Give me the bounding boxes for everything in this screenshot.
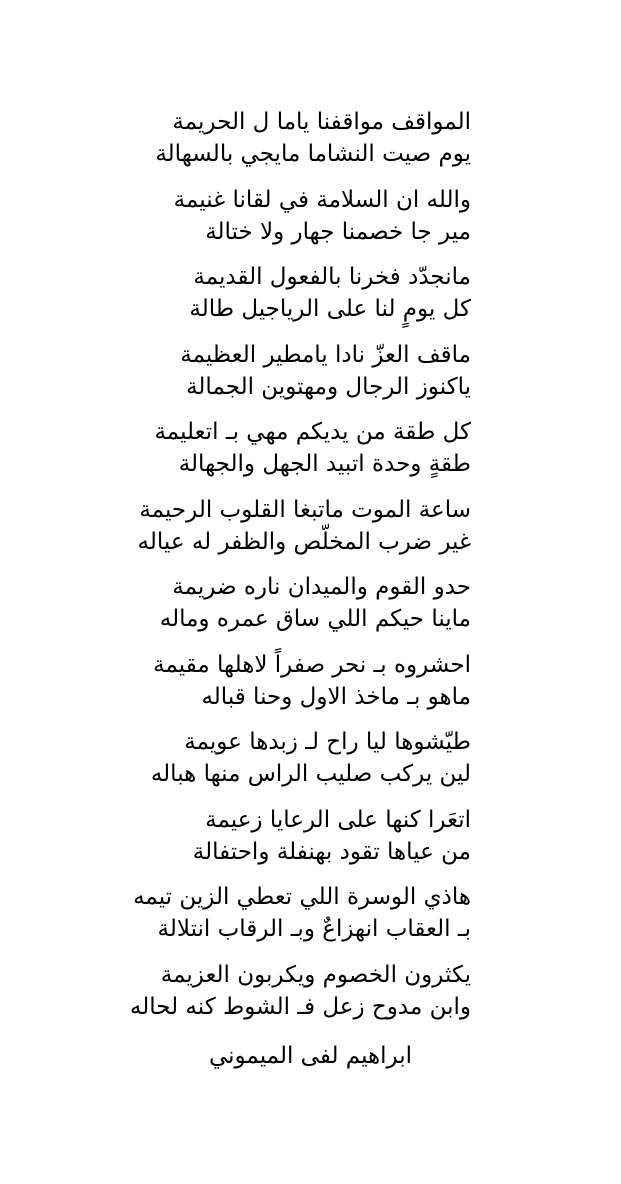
poem-line-second: وابن مدوح زعل فـ الشوط كنه لحاله (129, 993, 471, 1020)
poem-stanza (0, 496, 621, 574)
poem-line-second: لين يركب صليب الراس منها هباله (150, 761, 471, 787)
poem-stanza (0, 108, 621, 186)
poem-stanza (0, 573, 621, 651)
poem-stanza (0, 806, 621, 884)
poem-line-second: ماهو بـ ماخذ الاول وحنا قباله (201, 683, 471, 710)
poem-line-first: احشروه بـ نحر صفراً لاهلها مقيمة (153, 651, 471, 678)
poem-stanza (0, 341, 621, 419)
poet-signature: ابراهيم لفى الميموني (208, 1043, 413, 1069)
poem-line-second: طقةٍ وحدة اتبيد الجهل والجهالة (178, 451, 471, 477)
poem-line-second: ياكنوز الرجال ومهتوين الجمالة (186, 373, 471, 400)
poem-body (0, 108, 621, 1038)
poem-line-first: هاذي الوسرة اللي تعطي الزين تيمه (133, 884, 471, 910)
poem-line-second: غير ضرب المخلّص والظفر له عياله (137, 528, 471, 555)
poem-stanza (0, 651, 621, 729)
poem-line-first: طيّشوها ليا راح لـ زبدها عويمة (184, 729, 471, 755)
poem-line-second: من عياها تقود بهنفلة واحتفالة (192, 838, 471, 865)
poem-line-second: مير جا خصمنا جهار ولا ختالة (205, 218, 471, 245)
poem-line-first: حدو القوم والميدان ناره ضريمة (172, 574, 471, 600)
poem-line-first: ساعة الموت ماتبغا القلوب الرحيمة (139, 496, 471, 523)
poem-line-first: ماقف العزّ نادا يامطير العظيمة (180, 341, 471, 368)
poem-stanza (0, 186, 621, 264)
poem-line-second: ماينا حيكم اللي ساق عمره وماله (159, 606, 471, 632)
poem-line-second: بـ العقاب انهزاعٌ وبـ الرقاب انتلالة (157, 916, 471, 942)
poem-line-second: كل يومٍ لنا على الرياجيل طالة (189, 296, 471, 322)
poem-stanza (0, 418, 621, 496)
poem-stanza (0, 961, 621, 1039)
poem-line-first: يكثرون الخصوم ويكربون العزيمة (160, 961, 471, 988)
poem-line-first: مانجدّد فخرنا بالفعول القديمة (193, 264, 471, 290)
poem-line-first: والله ان السلامة في لقانا غنيمة (173, 186, 471, 213)
poem-line-first: اتعَرا كنها على الرعايا زعيمة (205, 806, 471, 833)
poem-stanza (0, 883, 621, 961)
poem-line-second: يوم صيت النشاما مايجي بالسهالة (155, 141, 471, 167)
poem-line-first: المواقف مواقفنا ياما ل الحريمة (172, 109, 471, 135)
poem-stanza (0, 728, 621, 806)
poem-line-first: كل طقة من يديكم مهي بـ اتعليمة (154, 419, 471, 445)
poem-stanza (0, 263, 621, 341)
